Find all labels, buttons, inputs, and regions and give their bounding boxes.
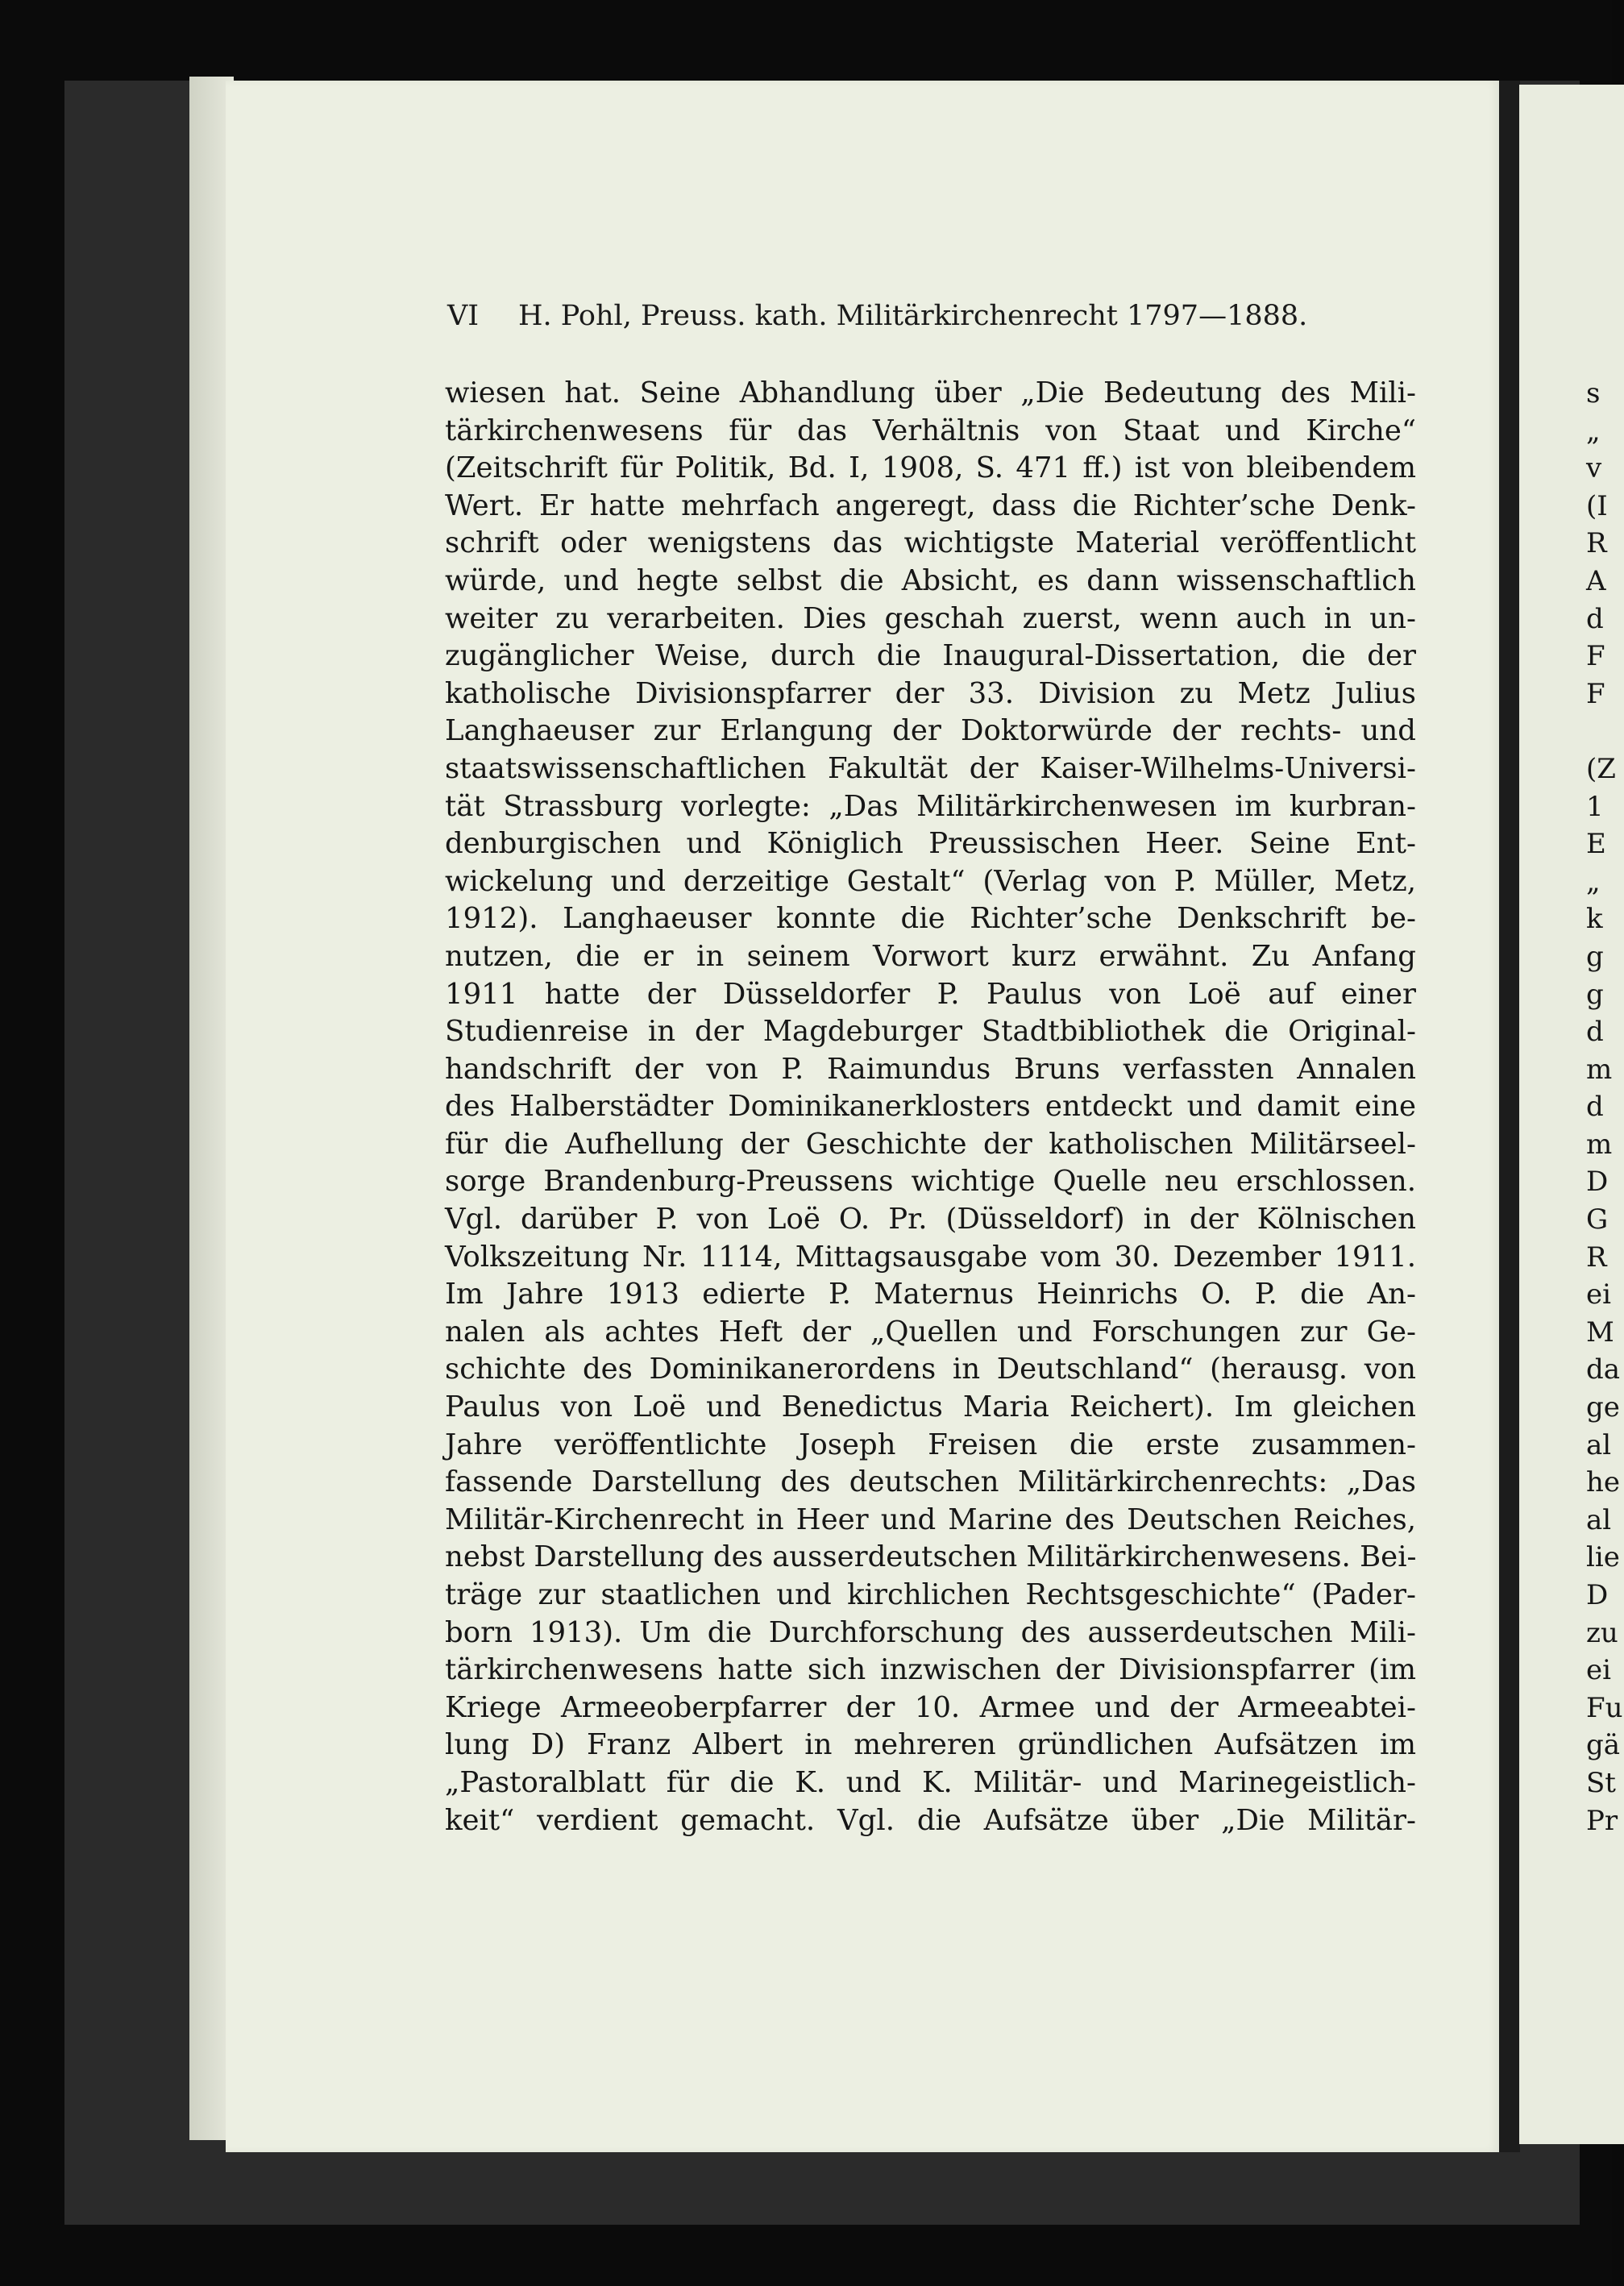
text-line: wiesen hat. Seine Abhandlung über „Die Bedeutung des Mili-	[445, 376, 1416, 409]
text-line: sorge Brandenburg-Preussens wichtige Quelle neu erschlossen.	[445, 1165, 1416, 1199]
text-line: nebst Darstellung des ausserdeutschen Militärkirchenwesens. Bei-	[445, 1540, 1417, 1574]
facing-fragment: F	[1586, 640, 1605, 673]
facing-fragment: g	[1586, 940, 1604, 973]
facing-fragment: ge	[1586, 1391, 1620, 1424]
facing-fragment: m	[1586, 1053, 1613, 1086]
text-line: „Pastoralblatt für die K. und K. Militär- und Marinegeistlich-	[445, 1765, 1416, 1799]
text-line: nalen als achtes Heft der „Quellen und Forschungen zur Ge-	[445, 1315, 1416, 1349]
facing-fragment: 1	[1586, 790, 1604, 823]
text-line: denburgischen und Königlich Preussischen Heer. Seine Ent-	[445, 827, 1416, 861]
text-line: Militär-Kirchenrecht in Heer und Marine des Deutschen Reiches,	[445, 1503, 1416, 1536]
text-line: für die Aufhellung der Geschichte der katholischen Militärseel-	[445, 1127, 1416, 1161]
facing-fragment: G	[1586, 1203, 1609, 1237]
facing-fragment: D	[1586, 1579, 1609, 1611]
running-header	[447, 300, 1414, 340]
text-line: Kriege Armeeoberpfarrer der 10. Armee und der Armeeabtei-	[445, 1690, 1416, 1724]
facing-fragment: zu	[1586, 1616, 1618, 1649]
facing-fragment: s	[1586, 377, 1601, 409]
text-line: würde, und hegte selbst die Absicht, es dann wissenschaftlich	[445, 563, 1416, 597]
facing-fragment: F	[1586, 677, 1605, 710]
text-line: Im Jahre 1913 edierte P. Maternus Heinrichs O. P. die An-	[445, 1278, 1416, 1311]
facing-fragment: g	[1586, 978, 1604, 1011]
text-line: Studienreise in der Magdeburger Stadtbibliothek die Original-	[445, 1015, 1416, 1049]
text-line: lung D) Franz Albert in mehreren gründlichen Aufsätzen im	[445, 1728, 1416, 1762]
facing-fragment: he	[1586, 1466, 1621, 1499]
text-line: 1911 hatte der Düsseldorfer P. Paulus von Loë auf einer	[445, 977, 1416, 1011]
facing-fragment: da	[1586, 1353, 1621, 1386]
facing-fragment: „	[1586, 865, 1601, 898]
text-line: (Zeitschrift für Politik, Bd. I, 1908, S. 471 ff.) ist von bleibendem	[445, 451, 1416, 485]
text-line: fassende Darstellung des deutschen Militärkirchenrechts: „Das	[445, 1465, 1416, 1499]
text-line: handschrift der von P. Raimundus Bruns verfassten Annalen	[445, 1052, 1416, 1086]
text-line: Jahre veröffentlichte Joseph Freisen die erste zusammen-	[445, 1428, 1416, 1461]
text-line: wickelung und derzeitige Gestalt“ (Verlag von P. Müller, Metz,	[445, 864, 1416, 898]
text-line: 1912). Langhaeuser konnte die Richter’sche Denkschrift be-	[445, 902, 1416, 936]
facing-fragment: R	[1586, 1241, 1607, 1274]
body-text	[445, 375, 1416, 1839]
facing-fragment: d	[1586, 602, 1604, 635]
text-line: des Halberstädter Dominikanerklosters entdeckt und damit eine	[445, 1090, 1416, 1124]
facing-fragment: Pr	[1586, 1804, 1618, 1837]
text-line: träge zur staatlichen und kirchlichen Rechtsgeschichte“ (Pader-	[445, 1578, 1416, 1611]
text-line: nutzen, die er in seinem Vorwort kurz erwähnt. Zu Anfang	[445, 939, 1416, 973]
facing-fragment: (Z	[1586, 752, 1616, 785]
text-line: Volkszeitung Nr. 1114, Mittagsausgabe vom 30. Dezember 1911.	[445, 1240, 1416, 1274]
text-line: born 1913). Um die Durchforschung des ausserdeutschen Mili-	[445, 1615, 1416, 1649]
facing-fragment: Fu	[1586, 1691, 1623, 1724]
page-number: VI	[447, 300, 480, 332]
facing-fragment: al	[1586, 1428, 1612, 1461]
facing-fragment: R	[1586, 527, 1607, 560]
facing-fragment: E	[1586, 828, 1606, 861]
facing-fragment: m	[1586, 1128, 1613, 1161]
facing-fragment: D	[1586, 1166, 1609, 1199]
text-line: schrift oder wenigstens das wichtigste Material veröffentlicht	[445, 526, 1416, 560]
facing-fragment: gä	[1586, 1729, 1621, 1762]
facing-fragment: d	[1586, 1091, 1604, 1124]
text-line: tät Strassburg vorlegte: „Das Militärkirchenwesen im kurbran-	[445, 789, 1416, 823]
text-line: schichte des Dominikanerordens in Deutschland“ (herausg. von	[445, 1353, 1416, 1386]
text-line: tärkirchenwesens für das Verhältnis von Staat und Kirche“	[445, 414, 1416, 447]
text-line: Langhaeuser zur Erlangung der Doktorwürde der rechts- und	[445, 714, 1416, 748]
facing-fragment: A	[1586, 564, 1606, 597]
text-line: zugänglicher Weise, durch die Inaugural-Dissertation, die der	[445, 639, 1416, 673]
text-line: Wert. Er hatte mehrfach angeregt, dass die Richter’sche Denk-	[445, 488, 1416, 522]
facing-fragment: „	[1586, 414, 1601, 447]
text-line: weiter zu verarbeiten. Dies geschah zuerst, wenn auch in un-	[445, 601, 1416, 635]
facing-fragment: d	[1586, 1016, 1604, 1049]
facing-fragment: ei	[1586, 1278, 1611, 1311]
text-line: tärkirchenwesens hatte sich inzwischen der Divisionspfarrer (im	[445, 1653, 1416, 1687]
facing-fragment: v	[1586, 452, 1602, 485]
text-line: katholische Divisionspfarrer der 33. Division zu Metz Julius	[445, 676, 1416, 710]
facing-fragment: al	[1586, 1503, 1612, 1536]
text-line: staatswissenschaftlichen Fakultät der Kaiser-Wilhelms-Universi-	[445, 751, 1416, 785]
text-line: Paulus von Loë und Benedictus Maria Reichert). Im gleichen	[445, 1390, 1416, 1424]
text-line: keit“ verdient gemacht. Vgl. die Aufsätze über „Die Militär-	[445, 1803, 1416, 1837]
facing-fragment: St	[1586, 1766, 1616, 1799]
facing-page-text	[1586, 375, 1623, 1839]
facing-fragment: lie	[1586, 1541, 1620, 1574]
facing-fragment: M	[1586, 1315, 1614, 1349]
facing-fragment: ei	[1586, 1654, 1611, 1687]
text-line: Vgl. darüber P. von Loë O. Pr. (Düsseldorf) in der Kölnischen	[445, 1203, 1416, 1237]
running-title: H. Pohl, Preuss. kath. Militärkirchenrecht 1797—1888.	[518, 300, 1308, 332]
page-gutter	[1499, 81, 1520, 2152]
facing-fragment	[1586, 713, 1623, 750]
facing-fragment: (I	[1586, 489, 1608, 522]
facing-fragment: k	[1586, 903, 1603, 936]
